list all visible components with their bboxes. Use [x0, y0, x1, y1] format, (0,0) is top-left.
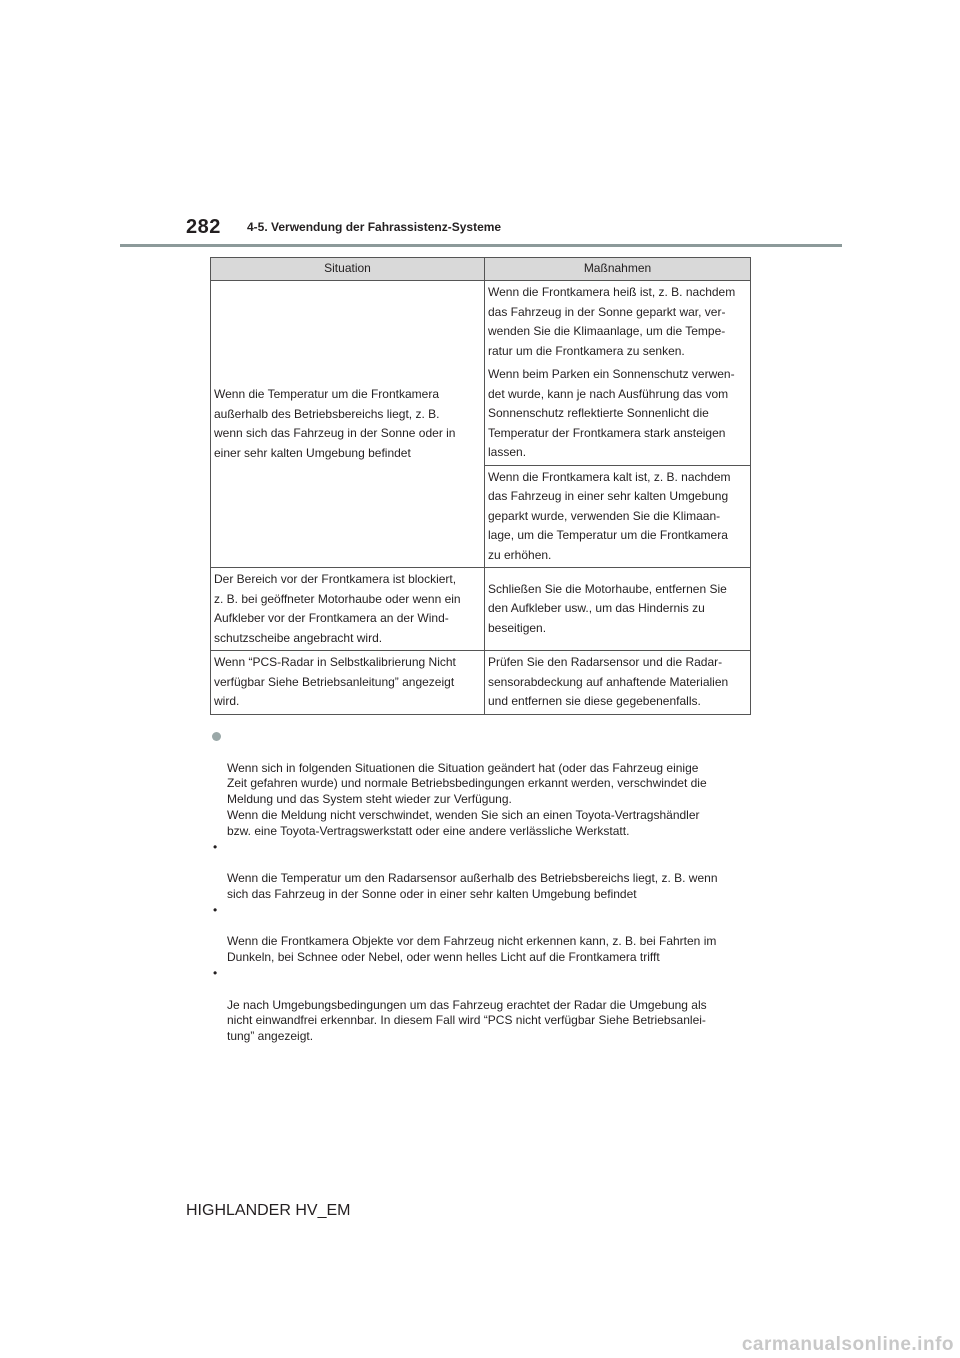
measure-text: Prüfen Sie den Radarsensor und die Radar- sensorabdeckung auf anhaftende Materialien und entfernen sie diese gegebenenfalls. [488, 655, 729, 708]
bullet-dot-icon: • [213, 902, 218, 917]
list-item [210, 966, 758, 1045]
table-row [211, 568, 751, 651]
list-item-text: Wenn die Frontkamera Objekte vor dem Fahrzeug nicht erkennen kann, z. B. bei Fahrten im Dunkeln, bei Schnee oder Nebel, oder wenn helles Licht auf die Frontkamera trifft [227, 934, 717, 965]
measure-text: Wenn die Frontkamera kalt ist, z. B. nachdem das Fahrzeug in einer sehr kalten Umgebung geparkt wurde, verwenden Sie die Klimaan- lage, um die Temperatur um die Frontkamera zu erhöhen. [488, 469, 731, 562]
situation-cell [211, 568, 485, 651]
table-row [211, 651, 751, 715]
list-item-text: Wenn die Temperatur um den Radarsensor außerhalb des Betriebsbereichs liegt, z. B. wenn sich das Fahrzeug in der Sonne oder in einer sehr kalten Umgebung befindet [227, 871, 718, 901]
situation-cell [211, 651, 485, 715]
bullet-circle-icon [212, 732, 221, 741]
measure-cell [485, 281, 751, 364]
list-item-text: Je nach Umgebungsbedingungen um das Fahrzeug erachtet der Radar die Umgebung als nicht einwandfrei erkennbar. In diesem Fall wird “PCS nicht verfügbar Siehe Betriebsanlei- tung” angezeigt. [227, 997, 707, 1044]
measure-cell [485, 651, 751, 715]
measure-text: Wenn beim Parken ein Sonnenschutz verwen- det wurde, kann je nach Ausführung das vom Sonnenschutz reflektierte Sonnenlicht die Temperatur der Frontkamera stark ansteigen lassen. [488, 367, 735, 459]
situation-cell [211, 281, 485, 568]
watermark-text: carmanualsonline.info [741, 1334, 954, 1355]
bullet-dot-icon: • [213, 839, 218, 854]
situation-text: Wenn “PCS-Radar in Selbstkalibrierung Nicht verfügbar Siehe Betriebsanleitung” angezeigt wird. [214, 655, 456, 708]
situation-text: Der Bereich vor der Frontkamera ist blockiert, z. B. bei geöffneter Motorhaube oder wenn ein Aufkleber vor der Frontkamera an der Wind- schutzscheibe angebracht wird. [214, 572, 461, 645]
situation-measures-table [210, 257, 751, 715]
page-number: 282 [186, 216, 221, 238]
note-section [210, 729, 758, 1045]
situation-text: Wenn die Temperatur um die Frontkamera außerhalb des Betriebsbereichs liegt, z. B. wenn sich das Fahrzeug in der Sonne oder in einer sehr kalten Umgebung befindet [214, 387, 456, 460]
section-title: 4-5. Verwendung der Fahrassistenz-Systeme [247, 220, 502, 234]
measure-text: Wenn die Frontkamera heiß ist, z. B. nachdem das Fahrzeug in der Sonne geparkt war, ver- wenden Sie die Klimaanlage, um die Tempe- ratur um die Frontkamera zu senken. [488, 285, 736, 358]
measure-cell [485, 568, 751, 651]
note-intro [210, 729, 758, 840]
list-item [210, 903, 758, 966]
measure-cell [485, 465, 751, 568]
table-row [211, 281, 751, 364]
note-sub-list [210, 840, 758, 1045]
measure-text: Schließen Sie die Motorhaube, entfernen Sie den Aufkleber usw., um das Hindernis zu beseitigen. [488, 581, 727, 635]
measure-cell [485, 363, 751, 465]
column-header-measures: Maßnahmen [485, 258, 751, 281]
table-header-row [211, 258, 751, 281]
list-item [210, 840, 758, 903]
note-intro-text: Wenn sich in folgenden Situationen die Situation geändert hat (oder das Fahrzeug einige Zeit gefahren wurde) und normale Betriebsbedingungen erkannt werden, verschwindet die Meldung und das System steht wieder zur Verfügung. Wenn die Meldung nicht verschwindet, wenden Sie sich an einen Toyota-Vertragshändler bzw. eine Toyota-Vertragswerkstatt oder eine andere verlässliche Werkstatt. [227, 760, 707, 838]
column-header-situation: Situation [211, 258, 485, 281]
bullet-dot-icon: • [213, 965, 218, 980]
header-divider [120, 244, 842, 247]
footer-model-name: HIGHLANDER HV_EM [186, 1202, 351, 1219]
